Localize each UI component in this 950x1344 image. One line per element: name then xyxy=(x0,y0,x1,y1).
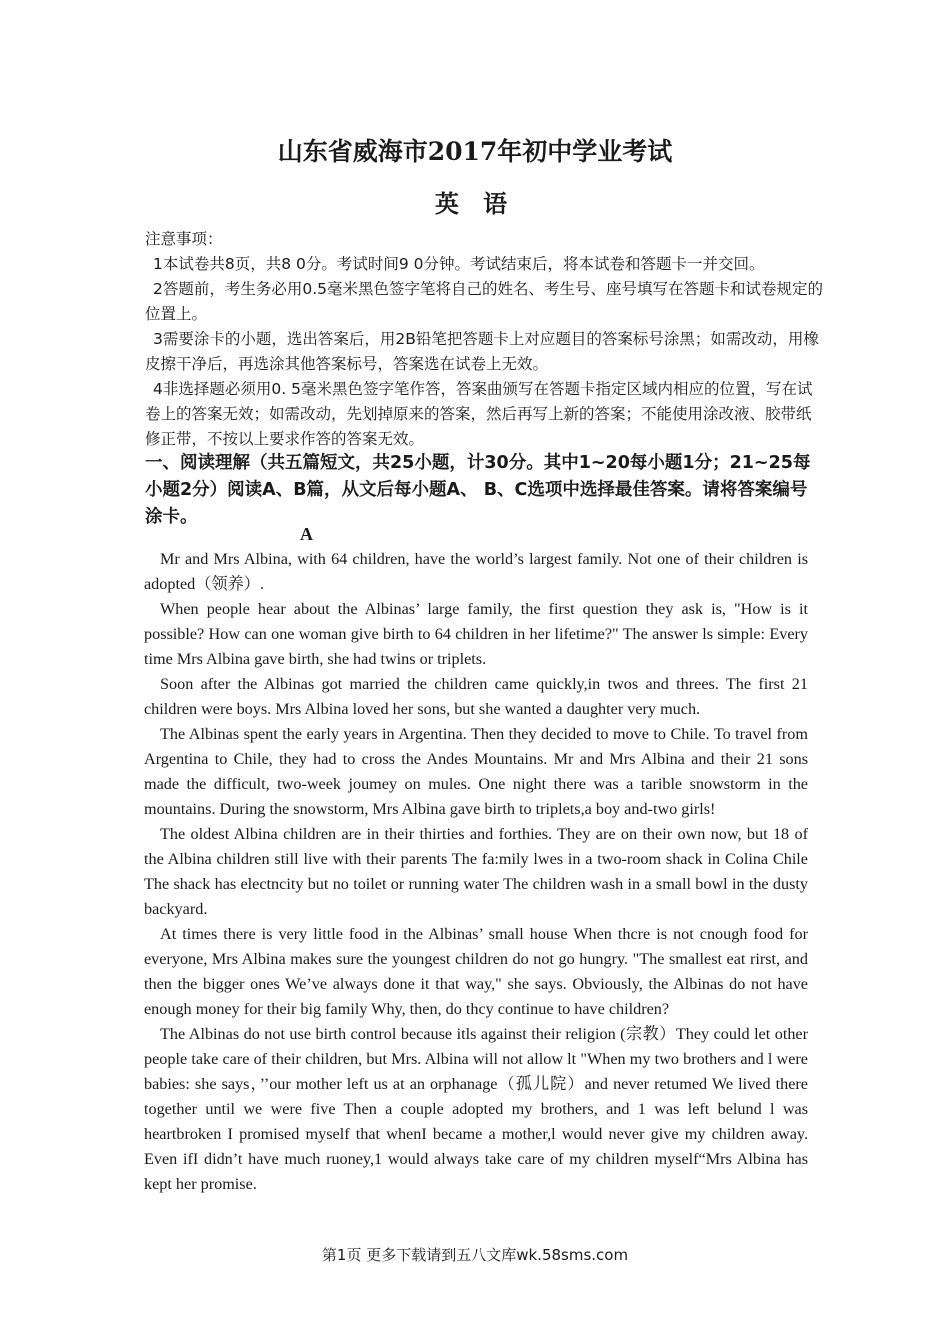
section-heading: 一、阅读理解（共五篇短文，共25小题，计30分。其中1~20每小题1分；21~25每小题2分）阅读A、B篇，从文后每小题A、 B、C选项中选择最佳答案。请将答案编号涂卡。 xyxy=(145,453,811,527)
passage-paragraph: Soon after the Albinas got married the children came quickly,in twos and threes. The first 21 children were boys. Mrs Albina loved her sons, but she wanted a daughter very much. xyxy=(144,675,808,718)
notice-item: 4非选择题必须用0. 5毫米黑色签字笔作答，答案曲颁写在答题卡指定区域内相应的位置，写在试卷上的答案无效；如需改动，先划掉原来的答案，然后再写上新的答案；不能使用涂改液、胶带纸修正带，不按以上要求作答的答案无效。 xyxy=(145,380,813,448)
passage-paragraph: The Albinas do not use birth control because itls against their religion (宗教）They could let other people take care of their children, but Mrs. Albina will not allow lt "When my two brothers and l were babies: she says，’’our mother left us at an orphanage（孤儿院）and never retumed We lived there together until we were five Then a couple adopted my brothers, and 1 was left belund l was heartbroken I promised myself that whenI became a mother,l would never give my children away. Even ifI didn’t have much ruoney,1 would always take care of my children myself“Mrs Albina has kept her promise. xyxy=(144,1025,808,1193)
passage-paragraph: The Albinas spent the early years in Argentina. Then they decided to move to Chile. To travel from Argentina to Chile, they had to cross the Andes Mountains. Mr and Mrs Albina and their 21 sons made the difficult, two-week joumey on mules. One night there was a tarible snowstorm in the mountains. During the snowstorm, Mrs Albina gave birth to triplets,a boy and-two girls! xyxy=(144,725,808,818)
passage-paragraph: At times there is very little food in the Albinas’ small house When thcre is not cnough food for everyone, Mrs Albina makes sure the youngest children do not go hungry. "The smallest eat rirst, and then the bigger ones We’ve always done it that way," she says. Obviously, the Albinas do not have enough money for their big family Why, then, do thcy continue to have children? xyxy=(144,925,808,1018)
notice-item: 1本试卷共8页，共8 0分。考试时间9 0分钟。考试结束后，将本试卷和答题卡一并交回。 xyxy=(153,255,765,273)
notice-item: 3需要涂卡的小题，选出答案后，用2B铅笔把答题卡上对应题目的答案标号涂黑；如需改动，用橡皮擦干净后，再选涂其他答案标号，答案选在试卷上无效。 xyxy=(145,330,819,373)
passage-paragraph: When people hear about the Albinas’ large family, the first question they ask is, "How is it possible? How can one woman give birth to 64 children in her lifetime?" The answer ls simple: Every time Mrs Albina gave birth, she had twins or triplets. xyxy=(144,600,808,668)
passage-paragraph: The oldest Albina children are in their thirties and forthies. They are on their own now, but 18 of the Albina children still live with their parents The fa:mily lwes in a two-room shack in Colina Chile The shack has electncity but no toilet or running water The children wash in a small bowl in the dusty backyard. xyxy=(144,825,808,918)
page-title: 山东省威海市2017年初中学业考试 xyxy=(277,137,673,166)
passage-body xyxy=(144,547,808,1197)
subject-title: 英 语 xyxy=(434,189,516,218)
notice-item: 2答题前，考生务必用0.5毫米黑色签字笔将自己的姓名、考生号、座号填写在答题卡和试卷规定的位置上。 xyxy=(145,280,824,323)
notice-block xyxy=(145,227,825,452)
page-footer: 第1页 更多下载请到五八文库wk.58sms.com xyxy=(321,1246,629,1264)
notice-heading: 注意事项： xyxy=(145,230,223,248)
passage-label: A xyxy=(300,524,313,544)
passage-paragraph: Mr and Mrs Albina, with 64 children, have the world’s largest family. Not one of their children is adopted（领养）. xyxy=(144,550,808,593)
